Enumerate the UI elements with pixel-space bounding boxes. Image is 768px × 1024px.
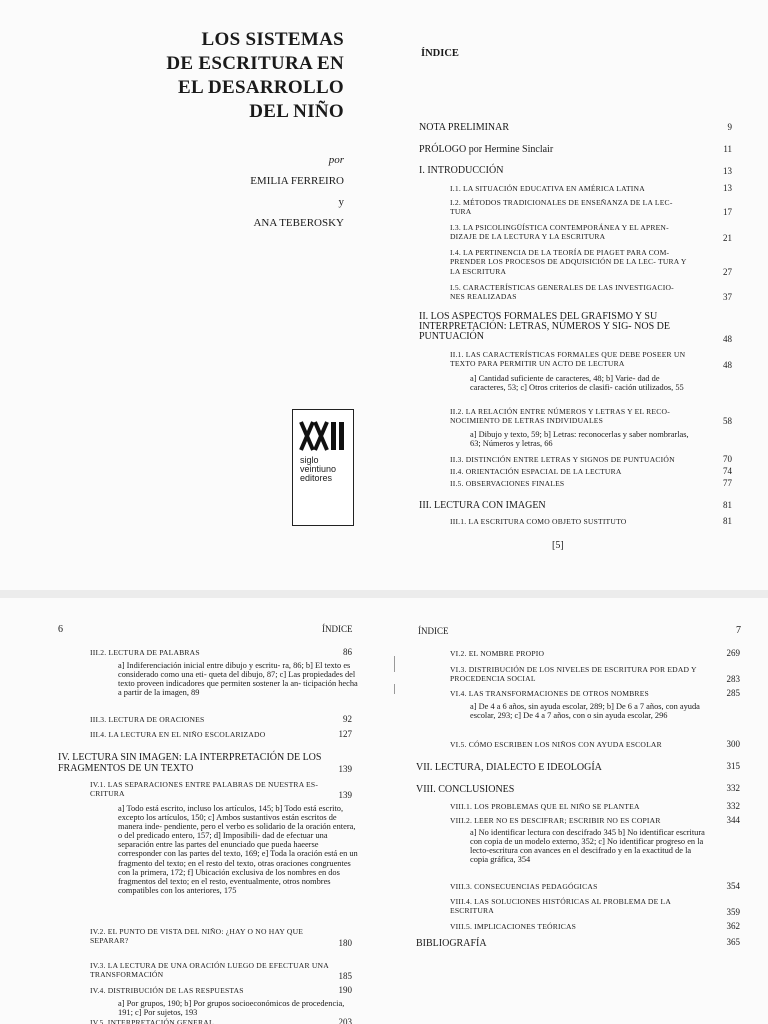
toc-page-number: 81 (723, 516, 732, 526)
toc-page-number: 48 (723, 334, 732, 344)
toc-chapter: VII. LECTURA, DIALECTO E IDEOLOGÍA (416, 762, 602, 773)
toc-page-number: 70 (723, 454, 732, 464)
toc-page-number: 180 (338, 938, 352, 948)
toc-page-number: 332 (726, 783, 740, 793)
toc-entry: NOTA PRELIMINAR (419, 122, 510, 133)
toc-chapter: II. LOS ASPECTOS FORMALES DEL GRAFISMO Y SU INTERPRETACIÓN: LETRAS, NÚMEROS Y SIG- NOS DE PUNTUACIÓN (419, 311, 670, 342)
author-name: ANA TEBEROSKY (253, 217, 344, 229)
author-name: EMILIA FERREIRO (250, 175, 344, 187)
title-line: EL DESARROLLO (178, 77, 344, 98)
toc-page-number: 13 (723, 183, 732, 193)
publisher-name: siglo (300, 455, 319, 465)
authors (250, 150, 344, 234)
toc-section: I.5. CARACTERÍSTICAS GENERALES DE LAS INVESTIGACIO- NES REALIZADAS (450, 283, 674, 302)
toc-section: I.4. LA PERTINENCIA DE LA TEORÍA DE PIAGET PARA COM- PRENDER LOS PROCESOS DE ADQUISICIÓN DE LA LEC- TURA Y LA ESCRITURA (450, 248, 687, 276)
toc-page-number: 315 (726, 761, 740, 771)
book-title (166, 28, 344, 124)
toc-section: IV.2. EL PUNTO DE VISTA DEL NIÑO: ¿HAY O NO HAY QUE SEPARAR? (90, 927, 304, 946)
toc-section: VIII.1. LOS PROBLEMAS QUE EL NIÑO SE PLANTEA (450, 802, 640, 811)
toc-page-number: 21 (723, 233, 732, 243)
toc-section: II.1. LAS CARACTERÍSTICAS FORMALES QUE DEBE POSEER UN TEXTO PARA PERMITIR UN ACTO DE LECTURA (450, 350, 686, 369)
toc-page-number: 285 (726, 688, 740, 698)
toc-chapter: BIBLIOGRAFÍA (416, 938, 487, 949)
toc-page-number: 344 (726, 815, 740, 825)
toc-chapter: IV. LECTURA SIN IMAGEN: LA INTERPRETACIÓN DE LOS FRAGMENTOS DE UN TEXTO (58, 752, 322, 774)
title-page (0, 0, 384, 590)
toc-section: VI.3. DISTRIBUCIÓN DE LOS NIVELES DE ESCRITURA POR EDAD Y PROCEDENCIA SOCIAL (450, 665, 697, 684)
toc-page-number: 81 (723, 500, 732, 510)
page-header: ÍNDICE (322, 624, 353, 634)
toc-detail: a] Todo está escrito, incluso los artículos, 145; b] Todo está escrito, excepto los artículos, 150; c] Ambos sustantivos están escritos de manera inde- pendiente, pero el verbo es solidario de la oración entera, o del predicado entero, 157; d] Imposibili- dad de efectuar una separación entre las partes del enunciado que pueda haeerse corresponder con las partes del texto, 169; e] Toda la oración está en un fragmento del texto; en el resto del texto, otras oraciones congruentes con la primera, 172; f] Ubicación exclusiva de los nombres en dos fragmentos del texto; en el resto, eventualmente, otros nombres compatibles con los anteriores, 175 (118, 804, 358, 895)
page-mark (394, 656, 395, 672)
toc-page-number: 27 (723, 267, 732, 277)
index-page-6 (0, 598, 384, 1024)
toc-detail: a] No identificar lectura con descifrado 345 b] No identificar escritura con copia de un modelo externo, 352; c] No identificar progreso en la lecto-escritura con avances en el descifrado y en la exactitud de la copia gráfica, 354 (470, 828, 705, 865)
toc-page-number: 300 (726, 739, 740, 749)
page-header: ÍNDICE (418, 626, 449, 636)
toc-section: VIII.4. LAS SOLUCIONES HISTÓRICAS AL PROBLEMA DE LA ESCRITURA (450, 897, 671, 916)
toc-page-number: 185 (338, 971, 352, 981)
toc-chapter: I. INTRODUCCIÓN (419, 165, 504, 176)
toc-page-number: 190 (338, 985, 352, 995)
toc-page-number: 332 (726, 801, 740, 811)
toc-section: VI.2. EL NOMBRE PROPIO (450, 649, 545, 658)
title-line: DE ESCRITURA EN (166, 53, 344, 74)
toc-section: I.1. LA SITUACIÓN EDUCATIVA EN AMÉRICA LATINA (450, 184, 645, 193)
publisher-name: editores (300, 473, 333, 483)
toc-section: VIII.3. CONSECUENCIAS PEDAGÓGICAS (450, 882, 598, 891)
toc-page-number: 362 (726, 921, 740, 931)
toc-section: II.5. OBSERVACIONES FINALES (450, 479, 565, 488)
toc-section: IV.5. INTERPRETACIÓN GENERAL (90, 1018, 214, 1024)
toc-page-number: 365 (726, 937, 740, 947)
toc-page-number: 74 (723, 466, 732, 476)
toc-detail: a] Por grupos, 190; b] Por grupos socioeconómicos de procedencia, 191; c] Por sujetos, 193 (118, 999, 345, 1018)
toc-section: VI.4. LAS TRANSFORMACIONES DE OTROS NOMBRES (450, 689, 649, 698)
toc-page-number: 269 (726, 648, 740, 658)
toc-section: III.1. LA ESCRITURA COMO OBJETO SUSTITUTO (450, 517, 627, 526)
toc-page-number: 359 (726, 907, 740, 917)
toc-page-number: 127 (338, 729, 352, 739)
toc-page-number: 13 (723, 166, 732, 176)
toc-section: III.3. LECTURA DE ORACIONES (90, 715, 205, 724)
toc-detail: a] De 4 a 6 años, sin ayuda escolar, 289; b] De 6 a 7 años, con ayuda escolar, 293; c] De 4 a 7 años, con o sin ayuda escolar, 296 (470, 702, 700, 721)
page-number: 6 (58, 624, 63, 635)
toc-detail: a] Dibujo y texto, 59; b] Letras: reconocerlas y saber nombrarlas, 63; Números y letras, 66 (470, 430, 689, 449)
toc-section: III.2. LECTURA DE PALABRAS (90, 648, 200, 657)
toc-section: IV.4. DISTRIBUCIÓN DE LAS RESPUESTAS (90, 986, 244, 995)
toc-page-number: 139 (338, 764, 352, 774)
toc-section: VI.5. CÓMO ESCRIBEN LOS NIÑOS CON AYUDA ESCOLAR (450, 740, 662, 749)
toc-chapter: VIII. CONCLUSIONES (416, 784, 515, 795)
toc-page-number: 354 (726, 881, 740, 891)
publisher-name: veintiuno (300, 464, 337, 474)
toc-entry: PRÓLOGO por Hermine Sinclair (419, 144, 554, 155)
toc-page-number: 203 (338, 1017, 352, 1024)
page-mark (394, 684, 395, 694)
conjunction: y (338, 196, 344, 208)
toc-page-number: 48 (723, 360, 732, 370)
toc-chapter: III. LECTURA CON IMAGEN (419, 500, 546, 511)
toc-section: II.4. ORIENTACIÓN ESPACIAL DE LA LECTURA (450, 467, 622, 476)
toc-detail: a] Cantidad suficiente de caracteres, 48; b] Varie- dad de caracteres, 53; c] Otros criterios de clasifi- cación utilizados, 55 (470, 374, 684, 393)
toc-page-number: 11 (723, 144, 732, 154)
by-label: por (328, 154, 344, 166)
toc-detail: a] Indiferenciación inicial entre dibujo y escritu- ra, 86; b] El texto es considerado como una eti- queta del dibujo, 87; c] Las propiedades del texto proveen indicadores que permiten sostener la an- ticipación hecha a partir de la imagen, 89 (118, 661, 358, 698)
toc-section: IV.1. LAS SEPARACIONES ENTRE PALABRAS DE NUESTRA ES- CRITURA (90, 780, 319, 799)
toc-page-number: 37 (723, 292, 732, 302)
toc-page-number: 17 (723, 207, 732, 217)
toc-section: IV.3. LA LECTURA DE UNA ORACIÓN LUEGO DE EFECTUAR UNA TRANSFORMACIÓN (90, 961, 329, 980)
toc-page-number: 139 (338, 790, 352, 800)
page-number: 7 (736, 625, 741, 636)
publisher-mark-icon (299, 420, 347, 452)
toc-section: I.3. LA PSICOLINGÜÍSTICA CONTEMPORÁNEA Y EL APREN- DIZAJE DE LA LECTURA Y LA ESCRITURA (450, 223, 669, 242)
title-line: LOS SISTEMAS (201, 29, 344, 50)
index-page-7 (384, 598, 768, 1024)
toc-page-number: 92 (343, 714, 352, 724)
toc-section: I.2. MÉTODOS TRADICIONALES DE ENSEÑANZA DE LA LEC- TURA (450, 198, 673, 217)
toc-section: II.3. DISTINCIÓN ENTRE LETRAS Y SIGNOS DE PUNTUACIÓN (450, 455, 675, 464)
toc-page-number: 86 (343, 647, 352, 657)
toc-section: III.4. LA LECTURA EN EL NIÑO ESCOLARIZADO (90, 730, 266, 739)
toc-section: VIII.5. IMPLICACIONES TEÓRICAS (450, 922, 577, 931)
toc-page-number: 77 (723, 478, 732, 488)
title-line: DEL NIÑO (249, 101, 344, 122)
folio: [5] (552, 540, 564, 551)
toc-section: VIII.2. LEER NO ES DESCIFRAR; ESCRIBIR NO ES COPIAR (450, 816, 661, 825)
toc-page-number: 283 (726, 674, 740, 684)
toc-section: II.2. LA RELACIÓN ENTRE NÚMEROS Y LETRAS Y EL RECO- NOCIMIENTO DE LETRAS INDIVIDUALES (450, 407, 670, 426)
toc-page-number: 58 (723, 416, 732, 426)
index-page-5 (384, 0, 768, 590)
page-header: ÍNDICE (421, 48, 459, 59)
toc-page-number: 9 (727, 122, 732, 132)
publisher-logo (292, 409, 354, 526)
